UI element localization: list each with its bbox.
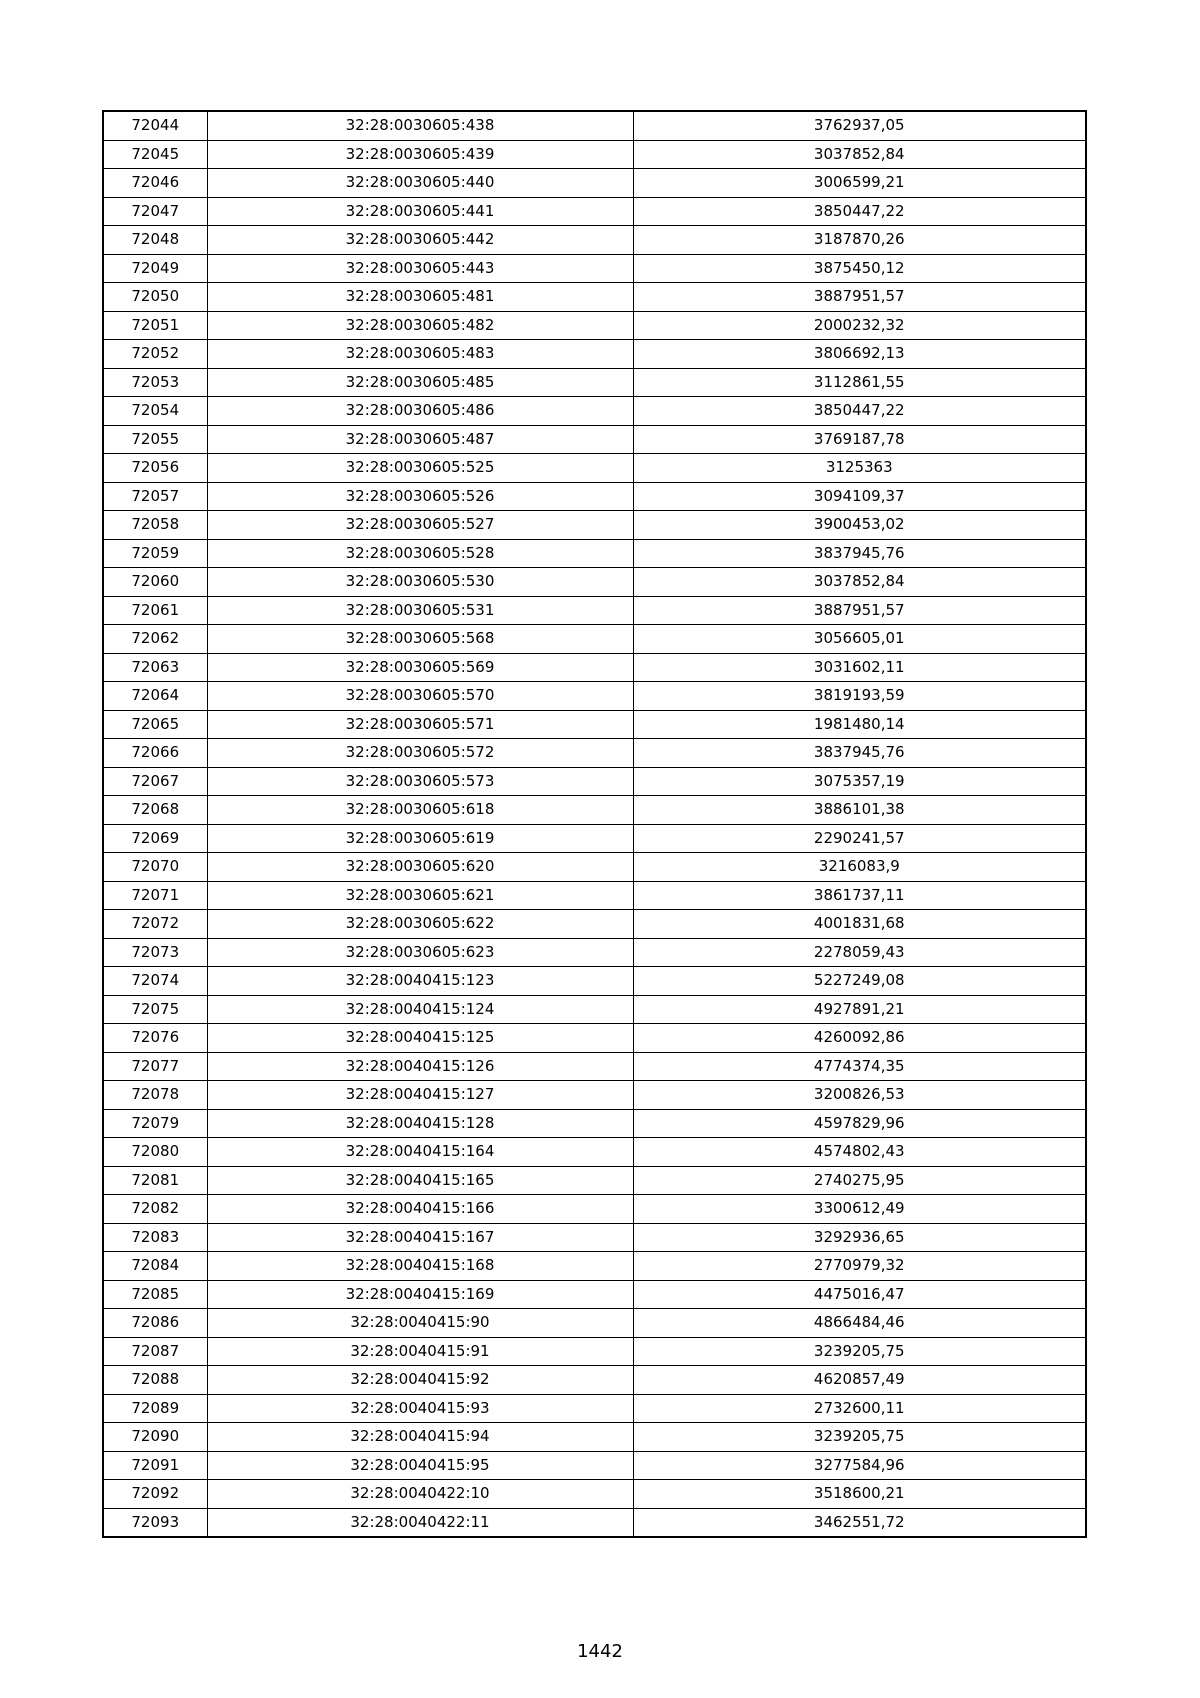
- cadastral-value-cell: 3518600,21: [633, 1480, 1086, 1509]
- cadastral-value-cell: 3861737,11: [633, 881, 1086, 910]
- table-row: [103, 368, 1086, 397]
- table-row: [103, 1280, 1086, 1309]
- table-row: [103, 511, 1086, 540]
- cadastral-value-cell: 3216083,9: [633, 853, 1086, 882]
- table-row: [103, 1166, 1086, 1195]
- table-row: [103, 1223, 1086, 1252]
- cadastral-value-cell: 3900453,02: [633, 511, 1086, 540]
- cadastral-value-cell: 3125363: [633, 454, 1086, 483]
- cadastral-number-cell: 32:28:0040415:128: [207, 1109, 633, 1138]
- cadastral-value-cell: 2290241,57: [633, 824, 1086, 853]
- cadastral-number-cell: 32:28:0030605:623: [207, 938, 633, 967]
- cadastral-number-cell: 32:28:0030605:440: [207, 169, 633, 198]
- cadastral-value-cell: 3112861,55: [633, 368, 1086, 397]
- table-row: [103, 710, 1086, 739]
- cadastral-value-cell: 4001831,68: [633, 910, 1086, 939]
- row-number-cell: 72052: [103, 340, 207, 369]
- cadastral-number-cell: 32:28:0030605:487: [207, 425, 633, 454]
- table-row: [103, 1508, 1086, 1537]
- cadastral-value-cell: 3037852,84: [633, 140, 1086, 169]
- table-row: [103, 1081, 1086, 1110]
- row-number-cell: 72074: [103, 967, 207, 996]
- cadastral-number-cell: 32:28:0040415:94: [207, 1423, 633, 1452]
- row-number-cell: 72085: [103, 1280, 207, 1309]
- cadastral-value-cell: 3887951,57: [633, 596, 1086, 625]
- row-number-cell: 72077: [103, 1052, 207, 1081]
- cadastral-number-cell: 32:28:0040415:124: [207, 995, 633, 1024]
- row-number-cell: 72059: [103, 539, 207, 568]
- table-row: [103, 625, 1086, 654]
- row-number-cell: 72069: [103, 824, 207, 853]
- row-number-cell: 72082: [103, 1195, 207, 1224]
- row-number-cell: 72045: [103, 140, 207, 169]
- row-number-cell: 72073: [103, 938, 207, 967]
- row-number-cell: 72050: [103, 283, 207, 312]
- cadastral-value-cell: 5227249,08: [633, 967, 1086, 996]
- table-row: [103, 111, 1086, 140]
- cadastral-number-cell: 32:28:0030605:525: [207, 454, 633, 483]
- table-row: [103, 1195, 1086, 1224]
- row-number-cell: 72086: [103, 1309, 207, 1338]
- row-number-cell: 72065: [103, 710, 207, 739]
- cadastral-value-cell: 4927891,21: [633, 995, 1086, 1024]
- row-number-cell: 72058: [103, 511, 207, 540]
- cadastral-number-cell: 32:28:0040422:11: [207, 1508, 633, 1537]
- table-row: [103, 739, 1086, 768]
- row-number-cell: 72055: [103, 425, 207, 454]
- row-number-cell: 72087: [103, 1337, 207, 1366]
- cadastral-value-cell: 3239205,75: [633, 1423, 1086, 1452]
- table-row: [103, 397, 1086, 426]
- cadastral-number-cell: 32:28:0030605:568: [207, 625, 633, 654]
- cadastral-number-cell: 32:28:0040422:10: [207, 1480, 633, 1509]
- cadastral-number-cell: 32:28:0030605:571: [207, 710, 633, 739]
- table-row: [103, 1394, 1086, 1423]
- cadastral-number-cell: 32:28:0040415:166: [207, 1195, 633, 1224]
- cadastral-number-cell: 32:28:0040415:92: [207, 1366, 633, 1395]
- table-row: [103, 682, 1086, 711]
- cadastral-value-cell: 3200826,53: [633, 1081, 1086, 1110]
- cadastral-number-cell: 32:28:0030605:443: [207, 254, 633, 283]
- cadastral-value-cell: 2740275,95: [633, 1166, 1086, 1195]
- cadastral-value-cell: 3887951,57: [633, 283, 1086, 312]
- row-number-cell: 72075: [103, 995, 207, 1024]
- cadastral-value-cell: 3837945,76: [633, 739, 1086, 768]
- cadastral-value-cell: 4866484,46: [633, 1309, 1086, 1338]
- cadastral-number-cell: 32:28:0030605:618: [207, 796, 633, 825]
- cadastral-value-cell: 4620857,49: [633, 1366, 1086, 1395]
- table-row: [103, 254, 1086, 283]
- table-body: [103, 111, 1086, 1537]
- row-number-cell: 72049: [103, 254, 207, 283]
- table-row: [103, 1337, 1086, 1366]
- row-number-cell: 72051: [103, 311, 207, 340]
- table-row: [103, 910, 1086, 939]
- table-row: [103, 140, 1086, 169]
- table-row: [103, 454, 1086, 483]
- row-number-cell: 72076: [103, 1024, 207, 1053]
- row-number-cell: 72047: [103, 197, 207, 226]
- row-number-cell: 72083: [103, 1223, 207, 1252]
- row-number-cell: 72063: [103, 653, 207, 682]
- table-row: [103, 568, 1086, 597]
- table-row: [103, 967, 1086, 996]
- cadastral-number-cell: 32:28:0040415:91: [207, 1337, 633, 1366]
- table-row: [103, 1052, 1086, 1081]
- row-number-cell: 72060: [103, 568, 207, 597]
- cadastral-number-cell: 32:28:0040415:93: [207, 1394, 633, 1423]
- cadastral-number-cell: 32:28:0030605:570: [207, 682, 633, 711]
- cadastral-number-cell: 32:28:0030605:439: [207, 140, 633, 169]
- table-row: [103, 1366, 1086, 1395]
- cadastral-value-cell: 3006599,21: [633, 169, 1086, 198]
- table-row: [103, 653, 1086, 682]
- cadastral-value-cell: 3094109,37: [633, 482, 1086, 511]
- cadastral-value-cell: 3031602,11: [633, 653, 1086, 682]
- cadastral-value-cell: 3875450,12: [633, 254, 1086, 283]
- cadastral-value-cell: 4597829,96: [633, 1109, 1086, 1138]
- cadastral-value-cell: 3769187,78: [633, 425, 1086, 454]
- table-row: [103, 1309, 1086, 1338]
- row-number-cell: 72044: [103, 111, 207, 140]
- table-row: [103, 169, 1086, 198]
- row-number-cell: 72070: [103, 853, 207, 882]
- table-row: [103, 226, 1086, 255]
- cadastral-value-cell: 4774374,35: [633, 1052, 1086, 1081]
- cadastral-number-cell: 32:28:0030605:619: [207, 824, 633, 853]
- cadastral-number-cell: 32:28:0030605:526: [207, 482, 633, 511]
- table-row: [103, 539, 1086, 568]
- table-row: [103, 881, 1086, 910]
- cadastral-number-cell: 32:28:0030605:482: [207, 311, 633, 340]
- cadastral-number-cell: 32:28:0030605:486: [207, 397, 633, 426]
- cadastral-number-cell: 32:28:0030605:622: [207, 910, 633, 939]
- cadastral-number-cell: 32:28:0040415:165: [207, 1166, 633, 1195]
- page-number: 1442: [577, 1641, 623, 1662]
- cadastral-number-cell: 32:28:0040415:168: [207, 1252, 633, 1281]
- cadastral-value-cell: 3187870,26: [633, 226, 1086, 255]
- table-row: [103, 1480, 1086, 1509]
- row-number-cell: 72090: [103, 1423, 207, 1452]
- cadastral-value-cell: 3037852,84: [633, 568, 1086, 597]
- table-row: [103, 311, 1086, 340]
- table-row: [103, 1451, 1086, 1480]
- cadastral-number-cell: 32:28:0030605:485: [207, 368, 633, 397]
- cadastral-value-cell: 3837945,76: [633, 539, 1086, 568]
- cadastral-number-cell: 32:28:0030605:531: [207, 596, 633, 625]
- row-number-cell: 72089: [103, 1394, 207, 1423]
- row-number-cell: 72088: [103, 1366, 207, 1395]
- cadastral-number-cell: 32:28:0040415:123: [207, 967, 633, 996]
- row-number-cell: 72066: [103, 739, 207, 768]
- row-number-cell: 72046: [103, 169, 207, 198]
- table-row: [103, 596, 1086, 625]
- row-number-cell: 72048: [103, 226, 207, 255]
- cadastral-number-cell: 32:28:0030605:530: [207, 568, 633, 597]
- cadastral-value-cell: 3075357,19: [633, 767, 1086, 796]
- row-number-cell: 72092: [103, 1480, 207, 1509]
- cadastral-number-cell: 32:28:0030605:442: [207, 226, 633, 255]
- cadastral-value-cell: 3300612,49: [633, 1195, 1086, 1224]
- row-number-cell: 72053: [103, 368, 207, 397]
- table-row: [103, 767, 1086, 796]
- row-number-cell: 72079: [103, 1109, 207, 1138]
- table-row: [103, 1423, 1086, 1452]
- table-row: [103, 796, 1086, 825]
- cadastral-number-cell: 32:28:0030605:481: [207, 283, 633, 312]
- row-number-cell: 72084: [103, 1252, 207, 1281]
- row-number-cell: 72091: [103, 1451, 207, 1480]
- cadastral-value-cell: 4260092,86: [633, 1024, 1086, 1053]
- table-row: [103, 482, 1086, 511]
- cadastral-value-cell: 2770979,32: [633, 1252, 1086, 1281]
- table-row: [103, 1138, 1086, 1167]
- row-number-cell: 72057: [103, 482, 207, 511]
- cadastral-number-cell: 32:28:0040415:126: [207, 1052, 633, 1081]
- row-number-cell: 72078: [103, 1081, 207, 1110]
- table-row: [103, 995, 1086, 1024]
- cadastral-number-cell: 32:28:0030605:438: [207, 111, 633, 140]
- row-number-cell: 72067: [103, 767, 207, 796]
- table-row: [103, 1252, 1086, 1281]
- cadastral-value-cell: 2732600,11: [633, 1394, 1086, 1423]
- cadastral-number-cell: 32:28:0040415:167: [207, 1223, 633, 1252]
- row-number-cell: 72071: [103, 881, 207, 910]
- cadastral-value-cell: 3819193,59: [633, 682, 1086, 711]
- cadastral-value-cell: 3056605,01: [633, 625, 1086, 654]
- cadastral-number-cell: 32:28:0030605:620: [207, 853, 633, 882]
- cadastral-value-cell: 3762937,05: [633, 111, 1086, 140]
- cadastral-number-cell: 32:28:0030605:621: [207, 881, 633, 910]
- cadastral-value-cell: 1981480,14: [633, 710, 1086, 739]
- cadastral-value-cell: 3239205,75: [633, 1337, 1086, 1366]
- cadastral-number-cell: 32:28:0030605:572: [207, 739, 633, 768]
- cadastral-number-cell: 32:28:0030605:573: [207, 767, 633, 796]
- row-number-cell: 72072: [103, 910, 207, 939]
- row-number-cell: 72093: [103, 1508, 207, 1537]
- cadastral-value-cell: 4574802,43: [633, 1138, 1086, 1167]
- table-row: [103, 938, 1086, 967]
- row-number-cell: 72061: [103, 596, 207, 625]
- table-row: [103, 1024, 1086, 1053]
- table-row: [103, 197, 1086, 226]
- cadastral-number-cell: 32:28:0040415:169: [207, 1280, 633, 1309]
- cadastral-value-cell: 3886101,38: [633, 796, 1086, 825]
- table-row: [103, 824, 1086, 853]
- cadastral-value-cell: 3277584,96: [633, 1451, 1086, 1480]
- row-number-cell: 72062: [103, 625, 207, 654]
- row-number-cell: 72080: [103, 1138, 207, 1167]
- row-number-cell: 72054: [103, 397, 207, 426]
- row-number-cell: 72068: [103, 796, 207, 825]
- cadastral-value-cell: 3462551,72: [633, 1508, 1086, 1537]
- cadastral-value-table: [102, 110, 1087, 1538]
- table-row: [103, 853, 1086, 882]
- cadastral-number-cell: 32:28:0030605:569: [207, 653, 633, 682]
- cadastral-number-cell: 32:28:0030605:528: [207, 539, 633, 568]
- cadastral-value-cell: 2000232,32: [633, 311, 1086, 340]
- cadastral-value-cell: 4475016,47: [633, 1280, 1086, 1309]
- row-number-cell: 72056: [103, 454, 207, 483]
- cadastral-value-cell: 3850447,22: [633, 197, 1086, 226]
- table-row: [103, 1109, 1086, 1138]
- cadastral-number-cell: 32:28:0040415:164: [207, 1138, 633, 1167]
- cadastral-number-cell: 32:28:0040415:90: [207, 1309, 633, 1338]
- cadastral-number-cell: 32:28:0040415:125: [207, 1024, 633, 1053]
- cadastral-number-cell: 32:28:0040415:127: [207, 1081, 633, 1110]
- cadastral-number-cell: 32:28:0040415:95: [207, 1451, 633, 1480]
- table-row: [103, 283, 1086, 312]
- table-row: [103, 425, 1086, 454]
- cadastral-number-cell: 32:28:0030605:483: [207, 340, 633, 369]
- cadastral-value-cell: 3850447,22: [633, 397, 1086, 426]
- cadastral-value-cell: 3806692,13: [633, 340, 1086, 369]
- cadastral-value-cell: 3292936,65: [633, 1223, 1086, 1252]
- cadastral-number-cell: 32:28:0030605:441: [207, 197, 633, 226]
- cadastral-number-cell: 32:28:0030605:527: [207, 511, 633, 540]
- row-number-cell: 72081: [103, 1166, 207, 1195]
- cadastral-value-cell: 2278059,43: [633, 938, 1086, 967]
- table-row: [103, 340, 1086, 369]
- row-number-cell: 72064: [103, 682, 207, 711]
